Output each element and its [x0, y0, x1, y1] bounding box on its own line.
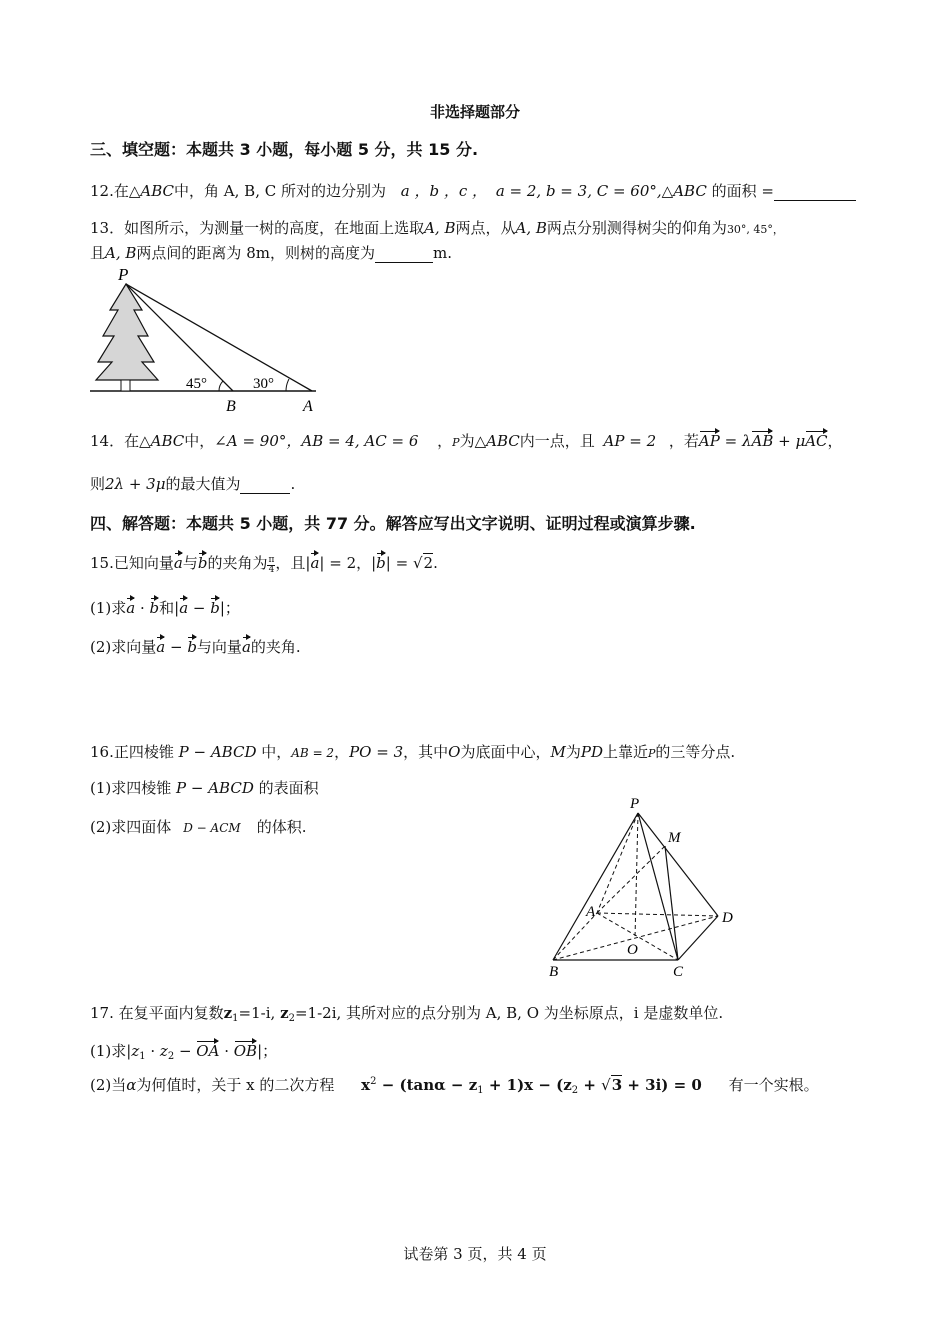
question-16-part-1: (1)求四棱锥 P − ABCD 的表面积	[90, 779, 319, 797]
label-a: A	[303, 398, 313, 415]
question-13-line-1: 13．如图所示，为测量一树的高度，在地面上选取A, B两点，从A, B两点分别测得树尖的仰角为30°, 45°，	[90, 219, 784, 237]
question-14-line-1: 14．在△ABC中，∠A = 90°，AB = 4, AC = 6 ，P为△ABC内一点，且 AP = 2 ，若AP = λAB + μAC，	[90, 432, 843, 450]
answer-blank-14	[240, 479, 290, 494]
question-17: 17. 在复平面内复数$z_1=1-i$, $z_2=1-2i$, 其所对应的点分别为 A, B, O 为坐标原点，i 是虚数单位.	[90, 1004, 724, 1024]
tree-trunk	[121, 380, 130, 391]
label-b: B	[226, 398, 236, 415]
answer-blank-13	[375, 248, 433, 263]
question-13-line-2: 且A, B两点间的距离为 8m，则树的高度为 m.	[90, 244, 452, 262]
label-o: O	[627, 942, 638, 958]
page-footer: 试卷第 3 页，共 4 页	[403, 1245, 547, 1263]
question-15-part-2: (2)求向量a − b与向量a的夹角.	[90, 638, 301, 656]
angle-arc-45	[219, 381, 223, 391]
segment-am	[597, 846, 665, 913]
edge-pb	[553, 813, 638, 960]
label-angle-30: 30°	[253, 376, 274, 392]
question-14-line-2: 则2λ + 3μ的最大值为 .	[90, 475, 296, 493]
tree-shape	[96, 284, 158, 380]
label-angle-45: 45°	[186, 376, 207, 392]
question-17-part-2: (2)当α为何值时，关于 x 的二次方程 $x^2 - (\tan\alpha - z_1 + 1)x - (z_2 + √3 + 3i) = 0$ 有一个实根。	[90, 1076, 819, 1096]
edge-pd	[638, 813, 718, 916]
edge-ab	[553, 913, 597, 960]
question-17-part-1: (1)求$|z_1 \cdot z_2$ − OA · OB|；	[90, 1042, 278, 1062]
question-16: 16.正四棱锥 P − ABCD 中，AB = 2，PO = 3，其中O为底面中心，M为PD上靠近P的三等分点.	[90, 743, 736, 761]
question-15: 15.已知向量a与b的夹角为 $\frac{\pi}{4}$ ，且|a| = 2，|b| = √2.	[90, 554, 438, 575]
edge-pa	[597, 813, 638, 913]
question-12: 12.在△ABC中，角 A, B, C 所对的边分别为 a ，b ，c ， a = 2, b = 3, C = 60°,△ABC 的面积 =	[90, 181, 856, 201]
answer-blank-12	[774, 186, 856, 201]
edge-ad	[597, 913, 718, 916]
tree-height-figure	[88, 262, 328, 417]
edge-cd	[678, 916, 718, 960]
question-16-part-2: (2)求四面体 D − ACM 的体积.	[90, 818, 307, 836]
segment-mc	[665, 846, 678, 960]
section-4-heading: 四、解答题：本题共 5 小题，共 77 分。解答应写出文字说明、证明过程或演算步骤.	[90, 514, 696, 533]
label-d: D	[722, 910, 733, 926]
label-a: A	[586, 904, 596, 920]
segment-po	[635, 813, 638, 938]
label-m: M	[668, 830, 681, 846]
label-c: C	[673, 964, 684, 980]
label-b: B	[549, 964, 559, 980]
section-3-heading: 三、填空题：本题共 3 小题，每小题 5 分，共 15 分.	[90, 140, 479, 159]
angle-arc-30	[286, 379, 289, 391]
pyramid-figure	[540, 790, 750, 982]
label-p: P	[118, 265, 129, 284]
question-15-part-1: (1)求a · b和|a − b|；	[90, 599, 240, 617]
part-title: 非选择题部分	[429, 103, 520, 121]
label-p: P	[630, 796, 640, 812]
